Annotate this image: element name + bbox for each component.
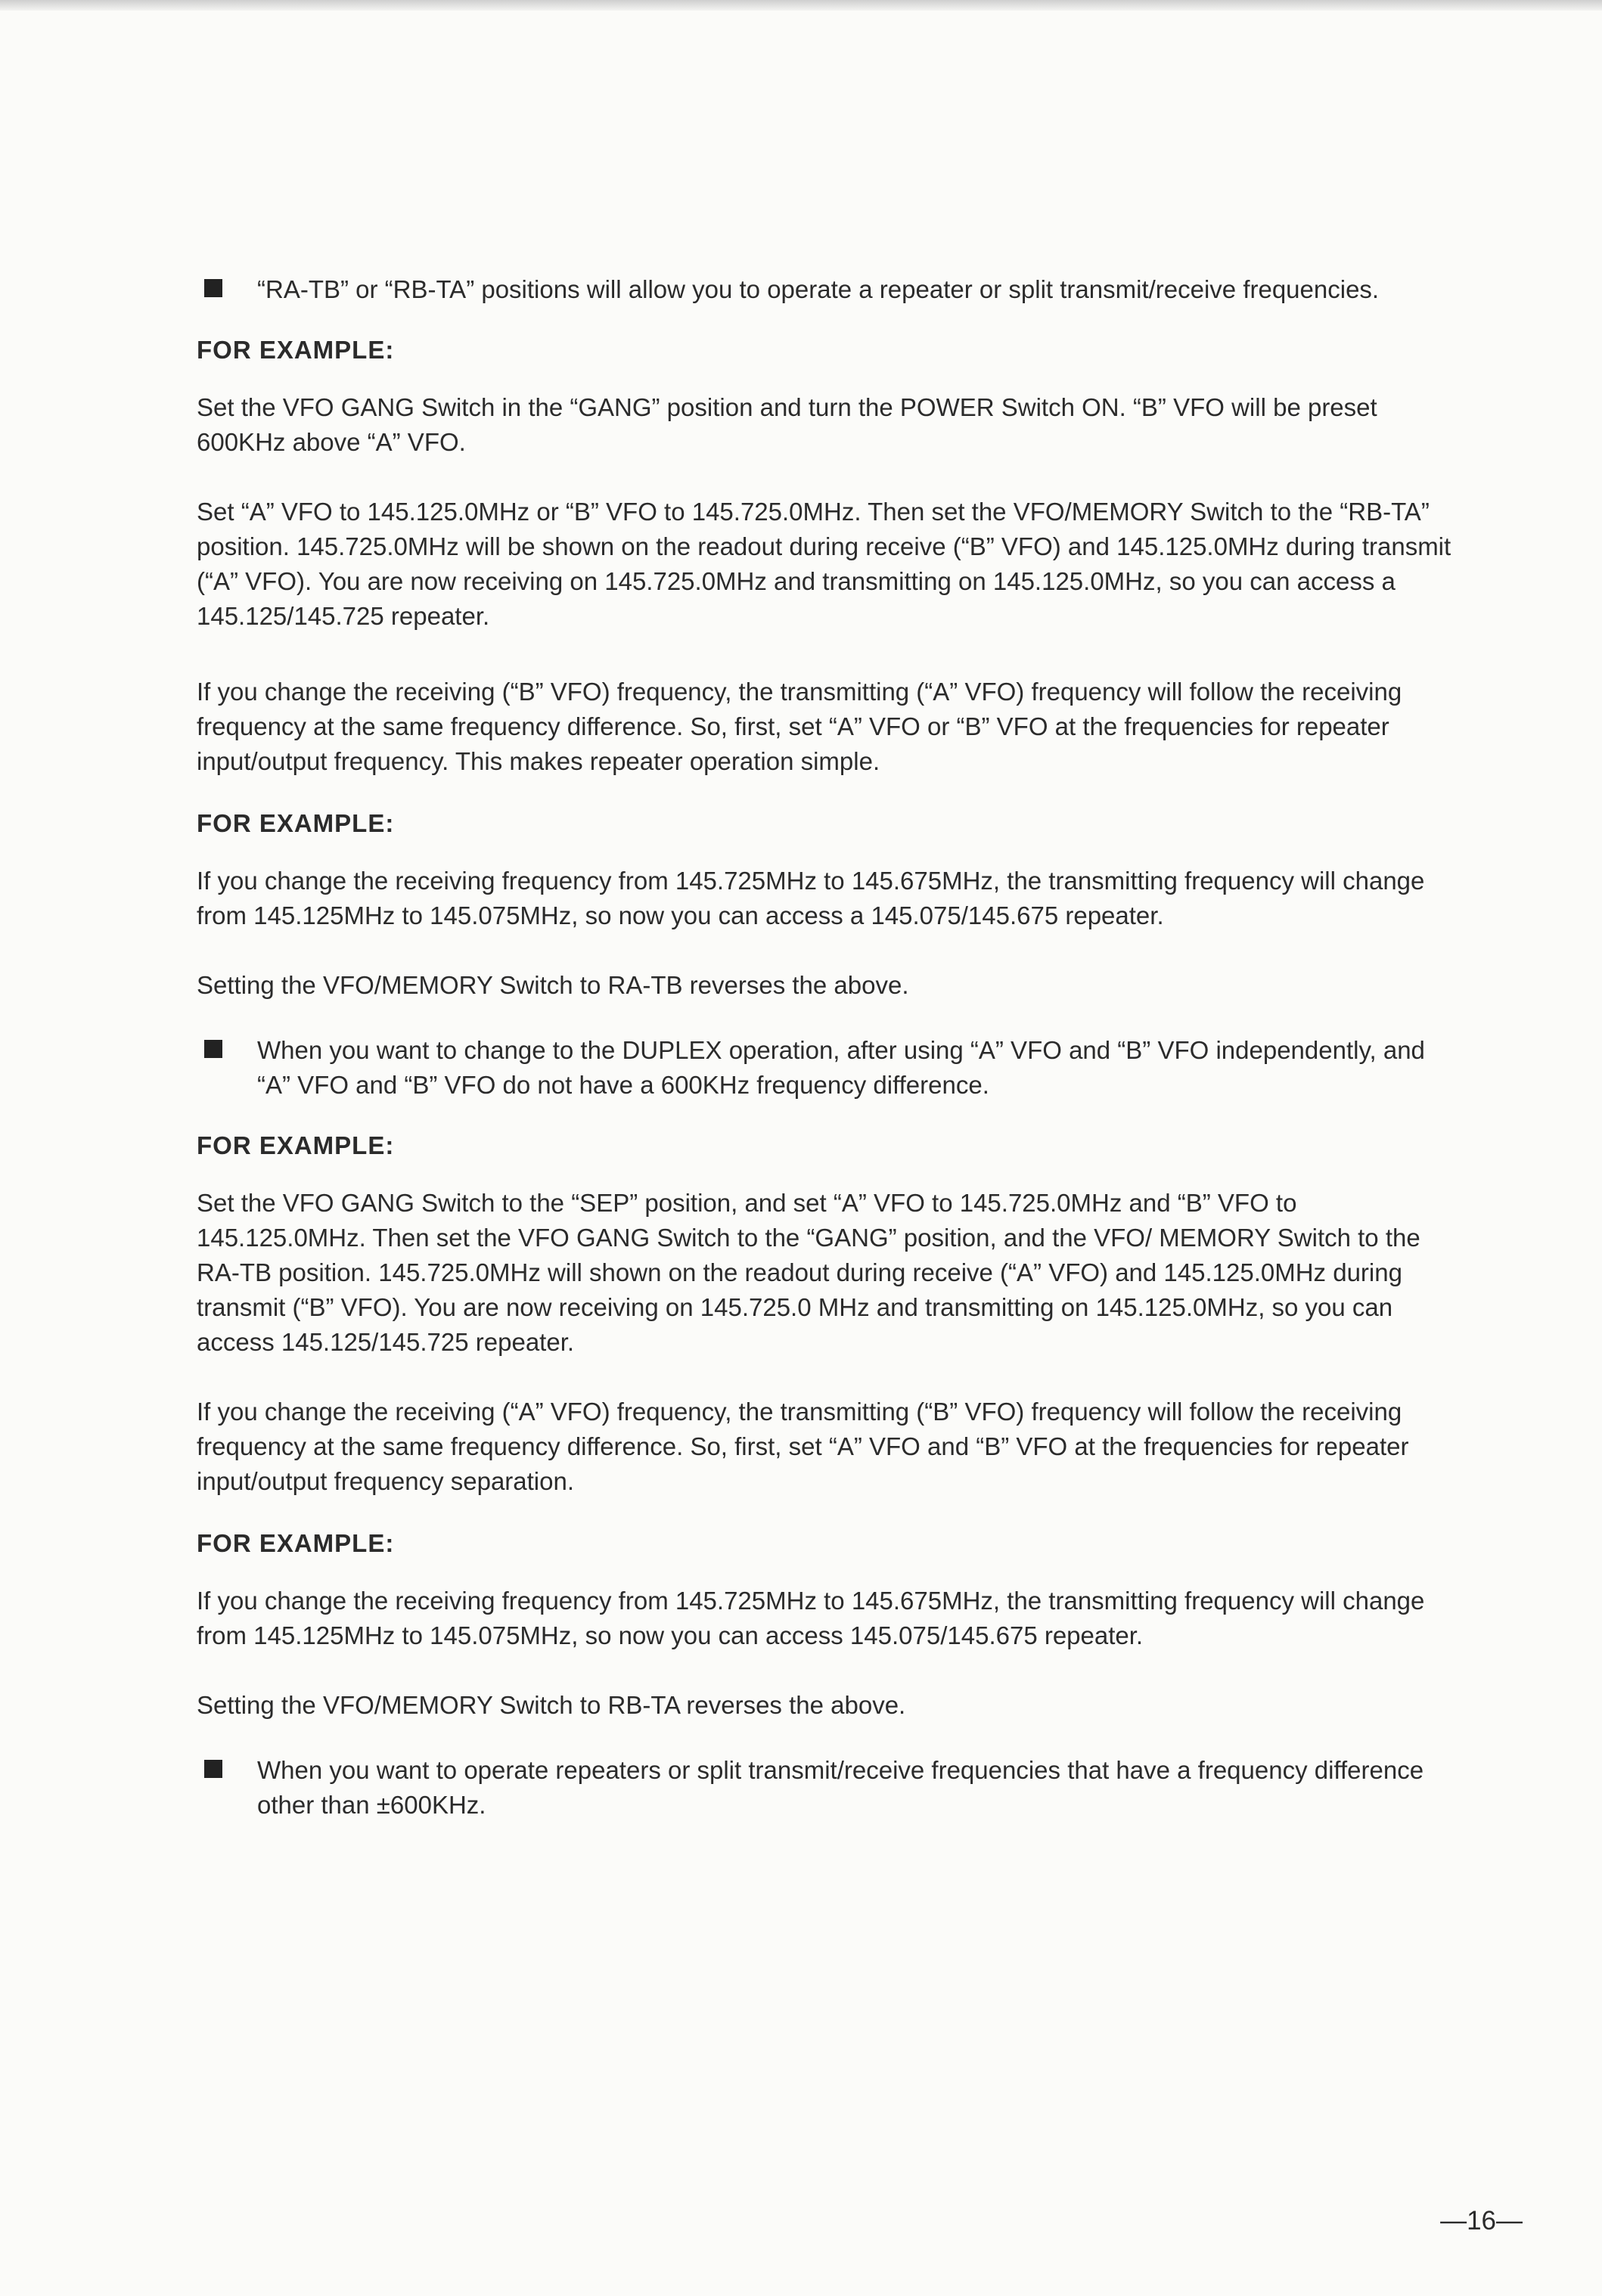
example-heading: FOR EXAMPLE: [197, 809, 395, 837]
paragraph: Setting the VFO/MEMORY Switch to RA-TB reverses the above. [197, 971, 909, 999]
paragraph: Set the VFO GANG Switch to the “SEP” position, and set “A” VFO to 145.725.0MHz and “B” VFO to 145.125.0MHz. Then set the VFO GANG Switch to the “GANG” position, and the VFO/ MEMORY Switch to the RA-TB position. 145.725.0MHz will shown on the readout during receive (“A” VFO) and 145.125.0MHz during transmit (“B” VFO). You are now receiving on 145.725.0 MHz and transmitting on 145.125.0MHz, so you can access 145.125/145.725 repeater. [197, 1189, 1420, 1356]
bullet-square-icon [204, 279, 222, 297]
bullet-item [197, 1033, 1452, 1103]
bullet-item [197, 272, 1452, 307]
bullet-square-icon [204, 1760, 222, 1778]
paragraph: If you change the receiving frequency from 145.725MHz to 145.675MHz, the transmitting frequency will change from 145.125MHz to 145.075MHz, so now you can access 145.075/145.675 repeater. [197, 1587, 1425, 1649]
bullet-square-icon [204, 1040, 222, 1058]
bullet-item [197, 1753, 1452, 1823]
example-heading: FOR EXAMPLE: [197, 1529, 395, 1557]
paragraph: Setting the VFO/MEMORY Switch to RB-TA reverses the above. [197, 1691, 906, 1719]
paragraph: If you change the receiving (“B” VFO) frequency, the transmitting (“A” VFO) frequency will follow the receiving frequency at the same frequency difference. So, first, set “A” VFO or “B” VFO at the frequencies for repeater input/output frequency. This makes repeater operation simple. [197, 678, 1402, 775]
bullet-text: “RA-TB” or “RB-TA” positions will allow you to operate a repeater or split transmit/receive frequencies. [257, 275, 1380, 303]
paragraph: Set “A” VFO to 145.125.0MHz or “B” VFO to 145.725.0MHz. Then set the VFO/MEMORY Switch to the “RB-TA” position. 145.725.0MHz will be shown on the readout during receive (“B” VFO) and 145.125.0MHz during transmit (“A” VFO). You are now receiving on 145.725.0MHz and transmitting on 145.125.0MHz, so you can access a 145.125/145.725 repeater. [197, 498, 1451, 630]
document-body [197, 272, 1452, 1823]
example-heading: FOR EXAMPLE: [197, 1131, 395, 1159]
bullet-text: When you want to change to the DUPLEX operation, after using “A” VFO and “B” VFO independently, and “A” VFO and “B” VFO do not have a 600KHz frequency difference. [257, 1036, 1425, 1099]
page-number: —16— [1440, 2206, 1523, 2235]
paragraph: Set the VFO GANG Switch in the “GANG” position and turn the POWER Switch ON. “B” VFO will be preset 600KHz above “A” VFO. [197, 393, 1377, 456]
paragraph: If you change the receiving (“A” VFO) frequency, the transmitting (“B” VFO) frequency will follow the receiving frequency at the same frequency difference. So, first, set “A” VFO and “B” VFO at the frequencies for repeater input/output frequency separation. [197, 1398, 1409, 1495]
bullet-text: When you want to operate repeaters or split transmit/receive frequencies that have a frequency difference other than ±600KHz. [257, 1756, 1424, 1819]
paragraph: If you change the receiving frequency from 145.725MHz to 145.675MHz, the transmitting frequency will change from 145.125MHz to 145.075MHz, so now you can access a 145.075/145.675 repeater. [197, 867, 1425, 929]
example-heading: FOR EXAMPLE: [197, 336, 395, 364]
page-top-edge [0, 0, 1602, 11]
